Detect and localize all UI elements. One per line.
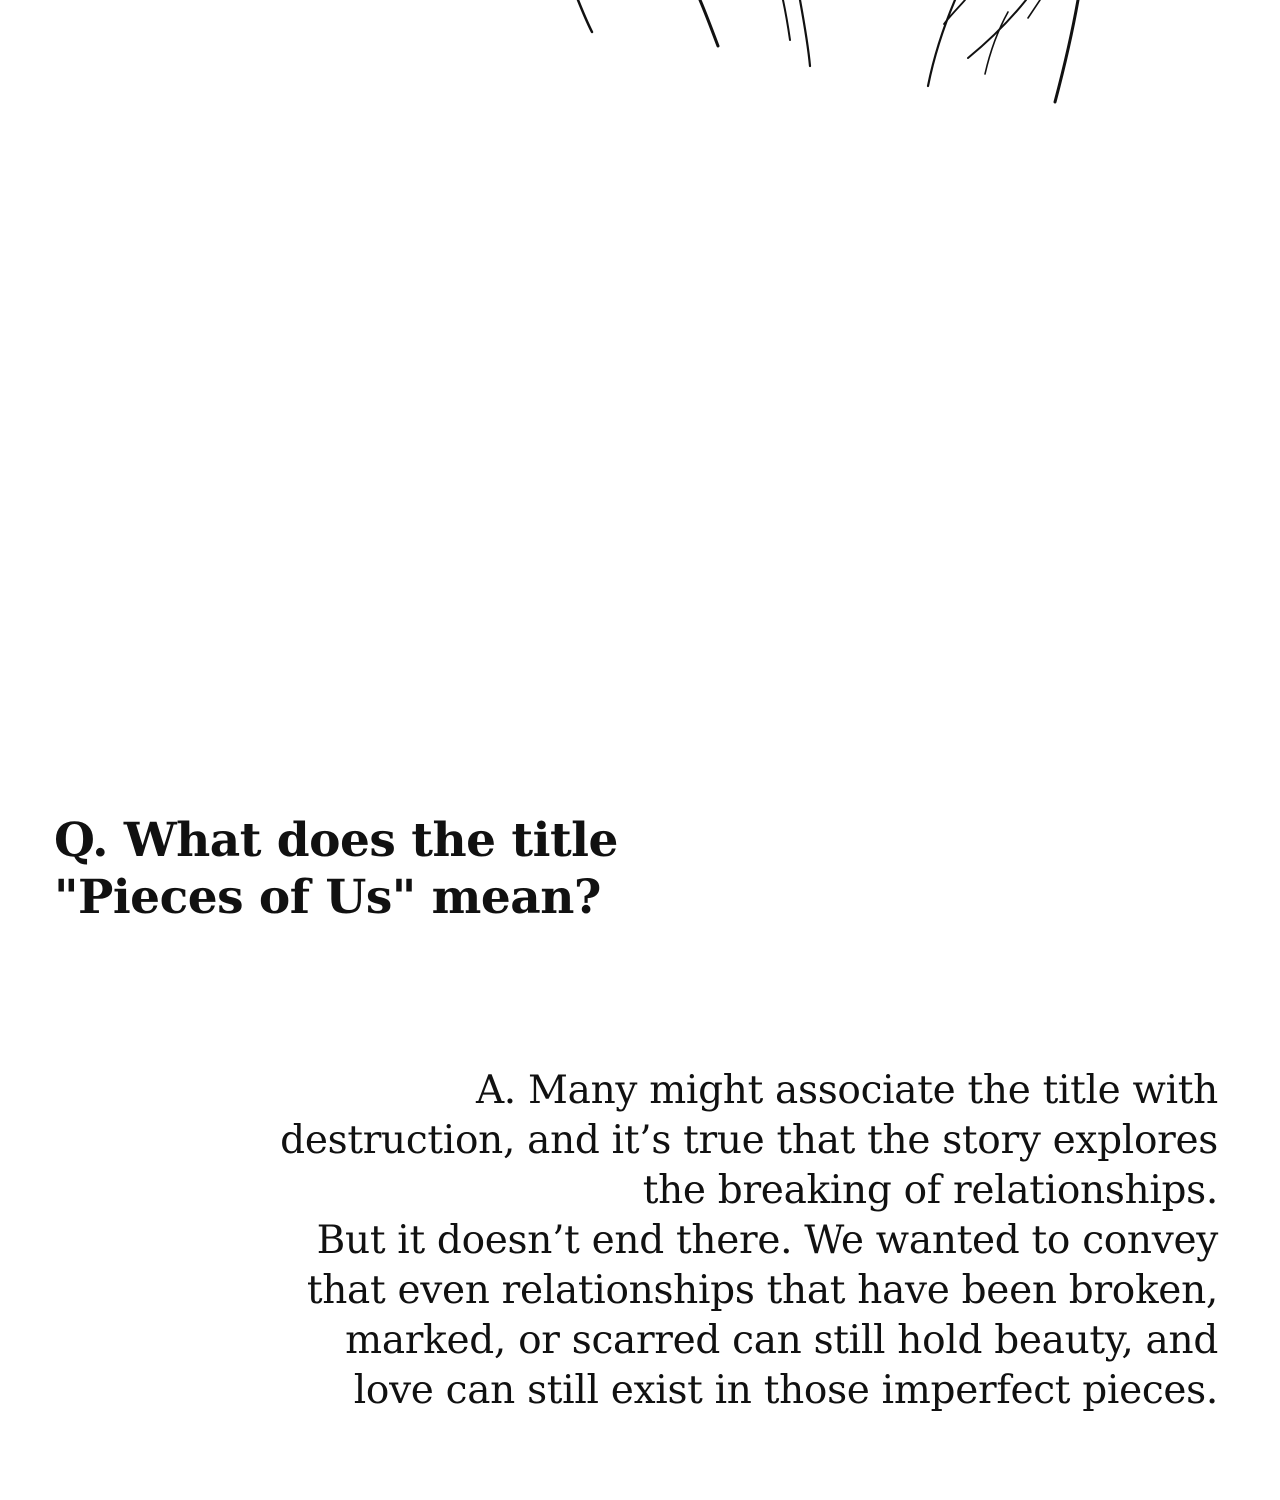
answer-line: love can still exist in those imperfect pieces. [353, 1368, 1218, 1413]
answer-line: A. Many might associate the title with [475, 1068, 1218, 1113]
sketch-stroke [578, 0, 592, 32]
sketch-stroke [968, 0, 1026, 58]
sketch-stroke [1055, 0, 1078, 102]
sketch-stroke [1028, 0, 1040, 18]
answer-line: destruction, and it’s true that the story explores [280, 1118, 1218, 1163]
question-line: "Pieces of Us" mean? [54, 870, 601, 925]
hair-sketch-illustration [0, 0, 1280, 130]
question-heading [54, 812, 754, 926]
answer-paragraph [238, 1066, 1218, 1416]
answer-line: marked, or scarred can still hold beauty, and [345, 1318, 1218, 1363]
sketch-stroke [800, 0, 810, 66]
question-line: Q. What does the title [54, 813, 618, 868]
sketch-stroke [700, 0, 718, 46]
sketch-stroke [985, 12, 1008, 74]
answer-line: that even relationships that have been broken, [306, 1268, 1218, 1313]
answer-line: the breaking of relationships. [642, 1168, 1218, 1213]
sketch-stroke [783, 0, 790, 40]
sketch-stroke [928, 0, 955, 86]
answer-line: But it doesn’t end there. We wanted to convey [316, 1218, 1218, 1263]
